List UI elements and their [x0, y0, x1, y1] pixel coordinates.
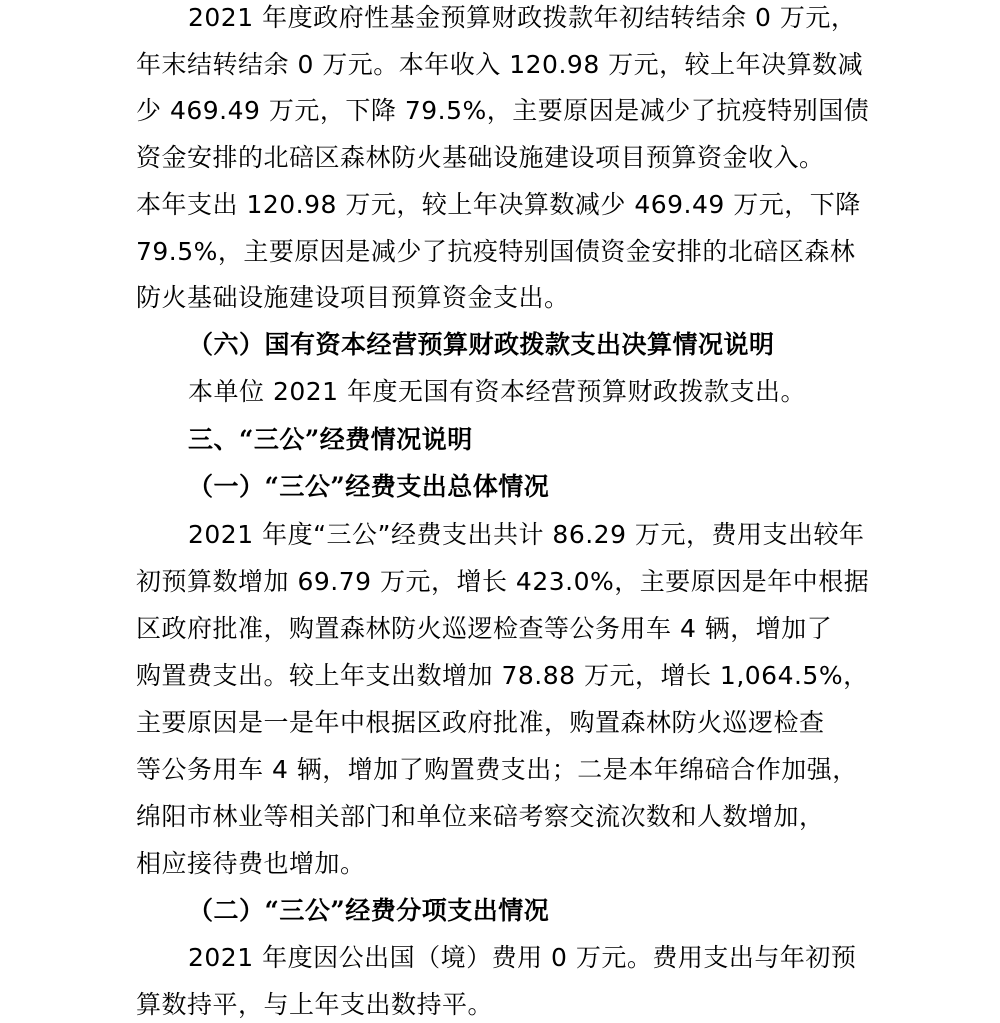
section-heading: （一）“三公”经费支出总体情况 [188, 472, 550, 501]
paragraph-line: 2021 年度“三公”经费支出共计 86.29 万元，费用支出较年 [188, 520, 865, 549]
paragraph-line: 本单位 2021 年度无国有资本经营预算财政拨款支出。 [188, 377, 807, 406]
paragraph-line: 相应接待费也增加。 [136, 849, 366, 878]
paragraph-line: 绵阳市林业等相关部门和单位来碚考察交流次数和人数增加， [136, 802, 825, 831]
paragraph-line: 购置费支出。较上年支出数增加 78.88 万元，增长 1,064.5%， [136, 661, 869, 690]
chapter-heading: 三、“三公”经费情况说明 [188, 425, 473, 454]
paragraph-line: 本年支出 120.98 万元，较上年决算数减少 469.49 万元，下降 [136, 190, 861, 219]
paragraph-line: 资金安排的北碚区森林防火基础设施建设项目预算资金收入。 [136, 143, 825, 172]
section-heading: （二）“三公”经费分项支出情况 [188, 896, 550, 925]
paragraph-line: 算数持平，与上年支出数持平。 [136, 990, 494, 1019]
paragraph-line: 初预算数增加 69.79 万元，增长 423.0%，主要原因是年中根据 [136, 567, 870, 596]
paragraph-line: 2021 年度政府性基金预算财政拨款年初结转结余 0 万元， [188, 3, 857, 32]
paragraph-line: 79.5%，主要原因是减少了抗疫特别国债资金安排的北碚区森林 [136, 237, 856, 266]
paragraph-line: 等公务用车 4 辆，增加了购置费支出；二是本年绵碚合作加强， [136, 755, 858, 784]
paragraph-line: 少 469.49 万元，下降 79.5%，主要原因是减少了抗疫特别国债 [136, 96, 870, 125]
paragraph-line: 区政府批准，购置森林防火巡逻检查等公务用车 4 辆，增加了 [136, 614, 833, 643]
paragraph-line: 防火基础设施建设项目预算资金支出。 [136, 283, 570, 312]
section-heading: （六）国有资本经营预算财政拨款支出决算情况说明 [188, 330, 775, 359]
paragraph-line: 年末结转结余 0 万元。本年收入 120.98 万元，较上年决算数减 [136, 50, 864, 79]
paragraph-line: 主要原因是一是年中根据区政府批准，购置森林防火巡逻检查 [136, 708, 825, 737]
paragraph-line: 2021 年度因公出国（境）费用 0 万元。费用支出与年初预 [188, 943, 857, 972]
